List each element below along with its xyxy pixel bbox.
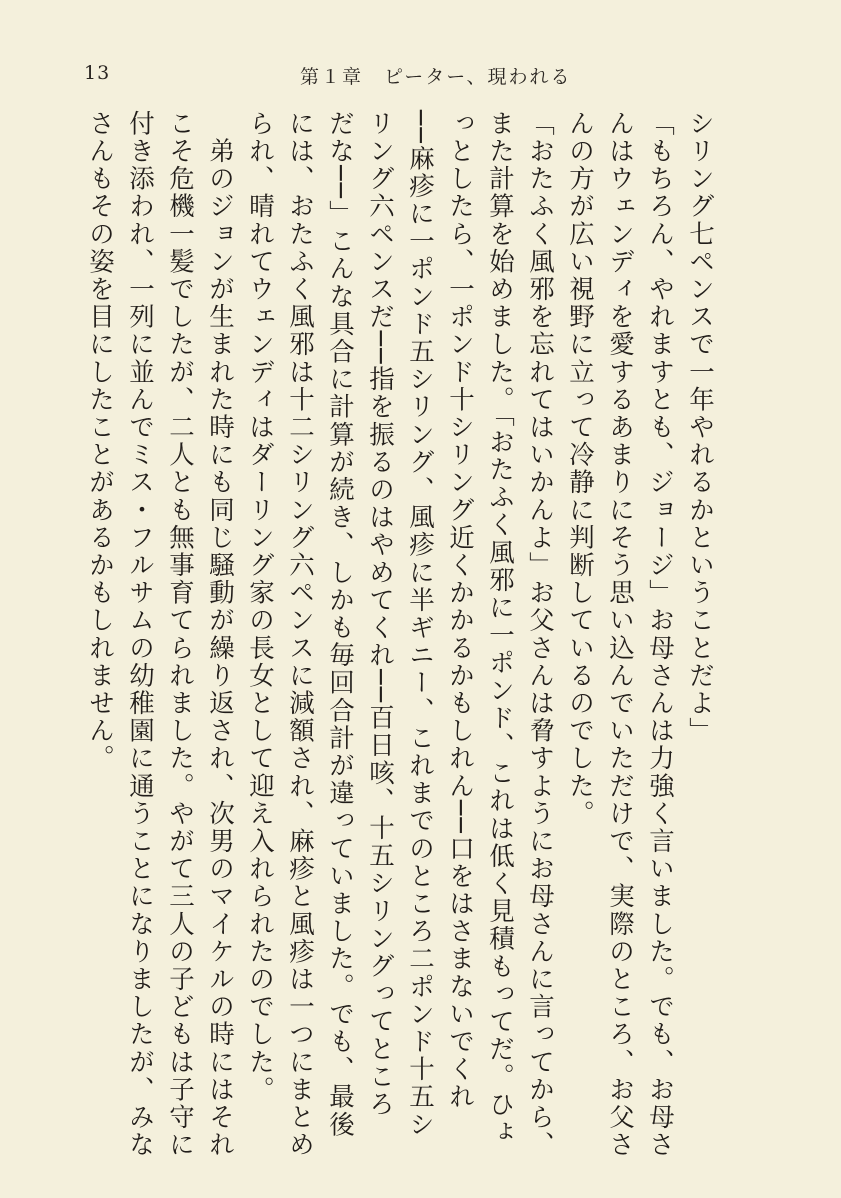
- text-line: られ、晴れてウェンディはダーリング家の長女として迎え入れられたのでした。: [245, 110, 275, 1104]
- text-line: 付き添われ、一列に並んでミス・フルサムの幼稚園に通うことになりましたが、みな: [125, 110, 155, 1159]
- text-line: んの方が広い視野に立って冷静に判断しているのでした。: [565, 110, 595, 828]
- text-line: ──麻疹に一ポンド五シリング、風疹に半ギニー、これまでのところ二ポンド十五シ: [405, 110, 435, 1139]
- text-line: シリング七ペンスで一年やれるかということだよ」: [685, 110, 715, 745]
- text-line: には、おたふく風邪は十二シリング六ペンスに減額され、麻疹と風疹は一つにまとめ: [285, 110, 315, 1159]
- page-number: 13: [84, 62, 111, 84]
- text-line: 「もちろん、やれますとも、ジョージ」お母さんは力強く言いました。でも、お母さ: [645, 110, 675, 1159]
- text-line: 弟のジョンが生まれた時にも同じ騒動が繰り返され、次男のマイケルの時にはそれ: [205, 110, 235, 1159]
- text-line: こそ危機一髪でしたが、二人とも無事育てられました。やがて三人の子どもは子守に: [165, 110, 195, 1159]
- text-line: 「おたふく風邪を忘れてはいかんよ」お父さんは脅すようにお母さんに言ってから、: [525, 110, 555, 1159]
- running-header: [0, 62, 841, 92]
- chapter-title: 第１章 ピーター、現われる: [300, 66, 572, 88]
- vertical-body-text: [70, 110, 720, 1160]
- text-line: っとしたら、一ポンド十シリング近くかかるかもしれん──口をはさまないでくれ: [445, 110, 475, 1111]
- text-line: さんもその姿を目にしたことがあるかもしれません。: [85, 110, 115, 773]
- text-line: んはウェンディを愛するあまりにそう思い込んでいただけで、実際のところ、お父さ: [605, 110, 635, 1159]
- text-line: リング六ペンスだ──指を振るのはやめてくれ──百日咳、十五シリングってところ: [365, 110, 395, 1119]
- text-line: また計算を始めました。「おたふく風邪に一ポンド、これは低く見積もってだ。ひょ: [485, 110, 515, 1147]
- text-line: だな──」こんな具合に計算が続き、しかも毎回合計が違っていました。でも、最後: [325, 110, 355, 1139]
